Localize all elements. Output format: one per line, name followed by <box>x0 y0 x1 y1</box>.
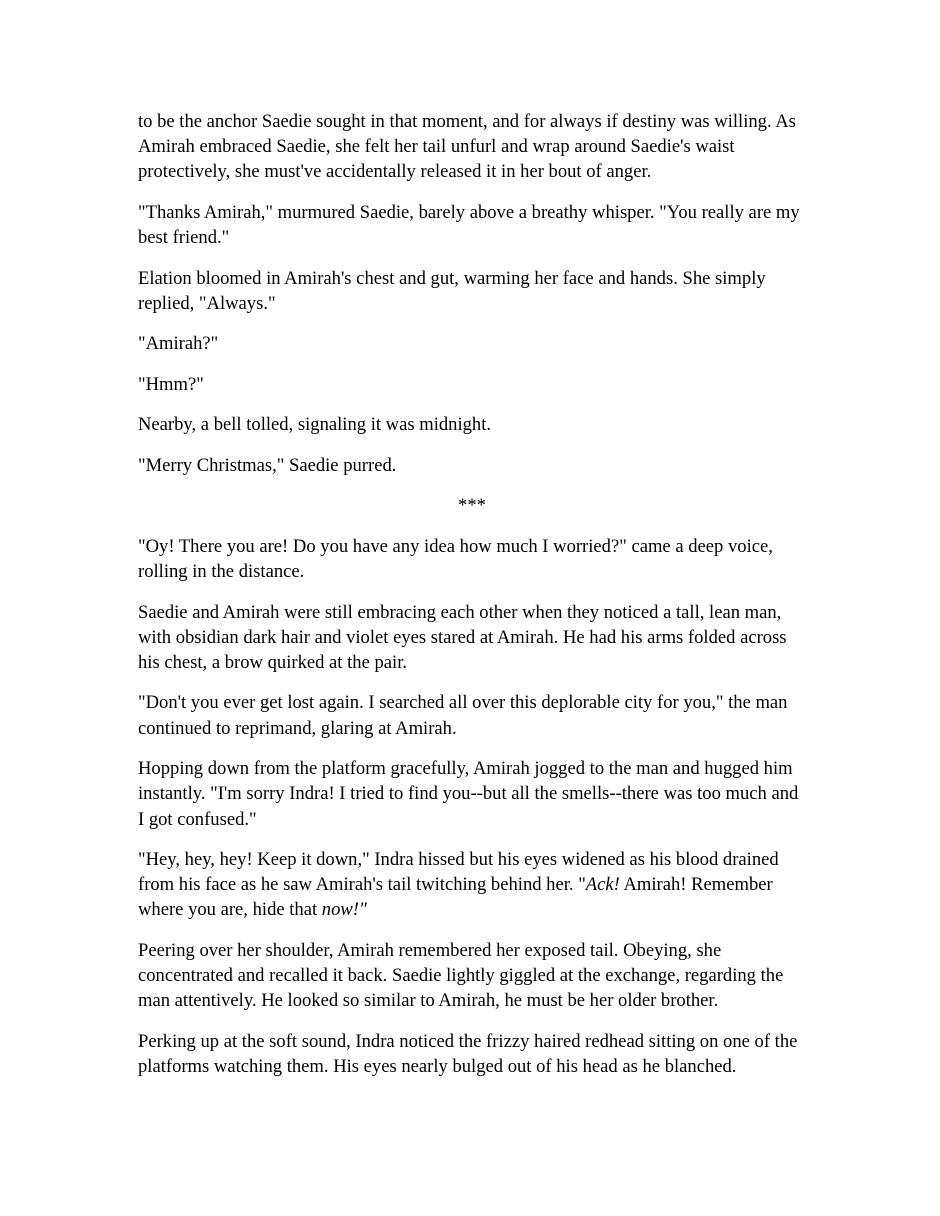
paragraph: Peering over her shoulder, Amirah remembered her exposed tail. Obeying, she concentrated and recalled it back. Saedie lightly giggled at the exchange, regarding the man attentively. He looked so similar to Amirah, he must be her older brother. <box>138 939 784 1012</box>
italic-text: now!" <box>321 899 367 921</box>
paragraph: "Merry Christmas," Saedie purred. <box>138 454 397 476</box>
paragraph: "Hmm?" <box>138 373 204 395</box>
paragraph: Perking up at the soft sound, Indra noticed the frizzy haired redhead sitting on one of the platforms watching them. His eyes nearly bulged out of his head as he blanched. <box>138 1030 798 1078</box>
paragraph: Saedie and Amirah were still embracing each other when they noticed a tall, lean man, with obsidian dark hair and violet eyes stared at Amirah. He had his arms folded across his chest, a brow quirked at the pair. <box>138 601 787 673</box>
paragraph: "Don't you ever get lost again. I searched all over this deplorable city for you," the man continued to reprimand, glaring at Amirah. <box>138 692 788 739</box>
scene-break: *** <box>458 495 486 517</box>
paragraph: to be the anchor Saedie sought in that moment, and for always if destiny was willing. As Amirah embraced Saedie, she felt her tail unfurl and wrap around Saedie's waist protectively, she must've accidentally released it in her bout of anger. <box>138 111 796 183</box>
paragraph: Elation bloomed in Amirah's chest and gut, warming her face and hands. She simply replied, "Always." <box>138 267 766 314</box>
italic-text: Ack! <box>585 874 620 896</box>
paragraph <box>138 847 806 923</box>
paragraph: "Oy! There you are! Do you have any idea how much I worried?" came a deep voice, rolling in the distance. <box>138 535 773 583</box>
paragraph: Nearby, a bell tolled, signaling it was midnight. <box>138 414 492 436</box>
paragraph: "Amirah?" <box>138 333 219 355</box>
body-text <box>138 109 806 1095</box>
paragraph: Hopping down from the platform gracefully, Amirah jogged to the man and hugged him instantly. "I'm sorry Indra! I tried to find you--but all the smells--there was too much and I got confused." <box>138 758 799 830</box>
paragraph: "Thanks Amirah," murmured Saedie, barely above a breathy whisper. "You really are my best friend." <box>138 201 800 249</box>
text-segment: "Hey, hey, hey! Keep it down," Indra hissed but his eyes widened as his blood drained from his face as he saw Amirah's tail twitching behind her. " <box>138 849 779 896</box>
text-segment: Amirah! Remember where you are, hide that <box>138 874 773 921</box>
